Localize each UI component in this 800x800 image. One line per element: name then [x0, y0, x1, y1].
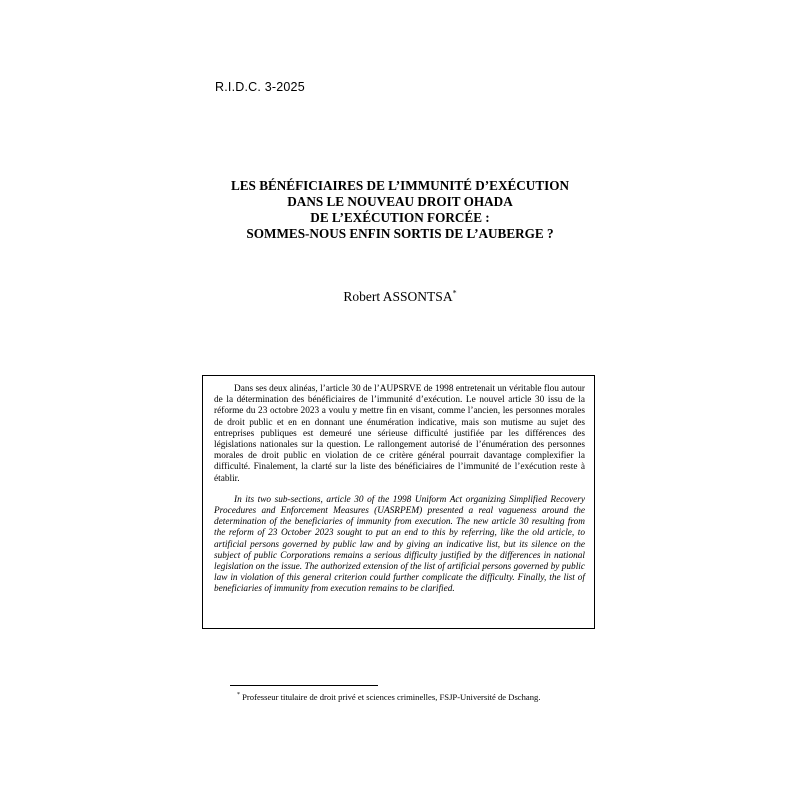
title-line: DANS LE NOUVEAU DROIT OHADA	[287, 194, 513, 209]
abstract-english: In its two sub-sections, article 30 of the 1998 Uniform Act organizing Simplified Recovery Procedures and Enforcement Measures (UASRPEM) presented a real vagueness around the determination of the beneficiaries of immunity from execution. The new article 30 resulting from the reform of 23 October 2023 sought to put an end to this by referring, like the old article, to artificial persons governed by public law and by giving an indicative list, but its silence on the subject of public Corporations remains a serious difficulty justified by the differences in national legislation on the issue. The authorized extension of the list of artificial persons governed by public law in violation of this general criterion could further complicate the difficulty. Finally, the list of beneficiaries of immunity from execution remains to be clarified.	[214, 494, 585, 595]
footnote-marker: *	[237, 692, 240, 699]
abstract-french: Dans ses deux alinéas, l’article 30 de l’AUPSRVE de 1998 entretenait un véritable flou autour de la détermination des bénéficiaires de l’immunité d’exécution. Le nouvel article 30 issu de la réforme du 23 octobre 2023 a voulu y mettre fin en visant, comme l’ancien, les personnes morales de droit public et en en donnant une énumération indicative, mais son mutisme au sujet des entreprises publiques est demeuré une sérieuse difficulté justifiée par les différences des législations nationales sur la question. Le rallongement autorisé de l’énumération des personnes morales de droit public en violation de ce critère général pourrait davantage complexifier la difficulté. Finalement, la clarté sur la liste des bénéficiaires de l’immunité de l’exécution reste à établir.	[214, 384, 585, 484]
author-footnote-marker: *	[452, 288, 457, 298]
title-line: DE L’EXÉCUTION FORCÉE :	[310, 210, 490, 225]
abstract-box	[202, 375, 595, 629]
footnote-text: Professeur titulaire de droit privé et sciences criminelles, FSJP-Université de Dschang.	[242, 692, 541, 702]
title-line: SOMMES-NOUS ENFIN SORTIS DE L’AUBERGE ?	[246, 226, 554, 241]
title-line: LES BÉNÉFICIAIRES DE L’IMMUNITÉ D’EXÉCUTION	[230, 178, 570, 193]
footnote-separator	[230, 685, 378, 686]
author-line	[200, 289, 600, 305]
article-title	[180, 178, 620, 242]
author-name: Robert ASSONTSA	[343, 289, 453, 304]
footnote	[237, 692, 540, 702]
journal-reference: R.I.D.C. 3-2025	[215, 80, 305, 94]
